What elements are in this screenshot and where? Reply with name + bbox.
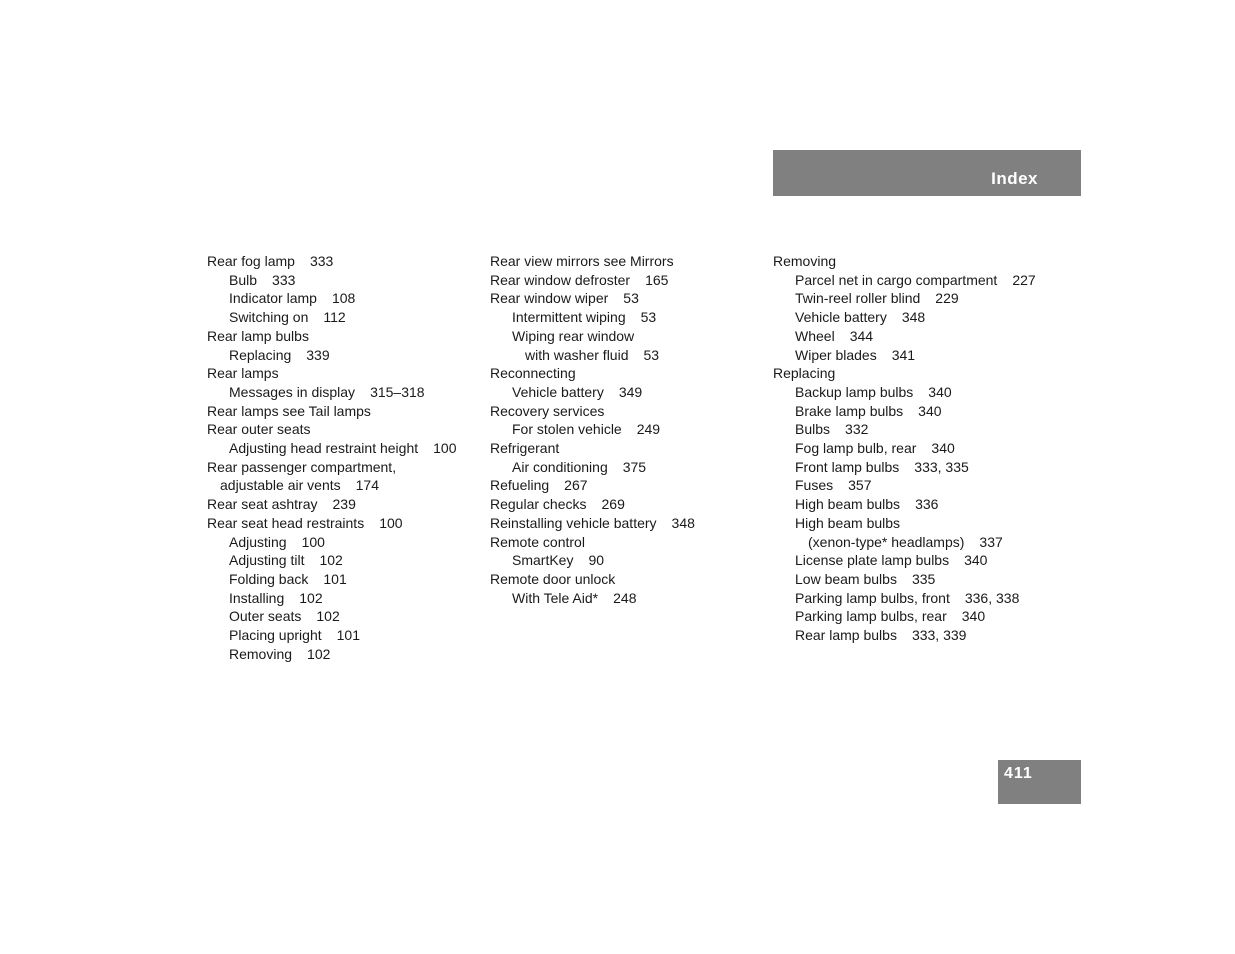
index-page-ref: 267 bbox=[564, 477, 588, 494]
index-term: Wiper blades bbox=[795, 346, 877, 363]
index-term: Rear seat ashtray bbox=[207, 496, 318, 513]
index-term: Twin-reel roller blind bbox=[795, 290, 921, 307]
index-page-ref: 53 bbox=[623, 290, 639, 307]
index-page-ref: 332 bbox=[845, 421, 869, 438]
index-entry bbox=[207, 439, 477, 458]
index-term: Adjusting bbox=[229, 533, 287, 550]
index-page-ref: 249 bbox=[636, 421, 661, 438]
index-entry bbox=[490, 308, 760, 327]
index-page-ref: 227 bbox=[1012, 271, 1036, 288]
index-term: Removing bbox=[773, 253, 837, 269]
index-term: Replacing bbox=[773, 365, 836, 382]
index-entry bbox=[773, 346, 1063, 365]
index-term: Rear lamps see Tail lamps bbox=[207, 402, 371, 419]
index-page-ref: 108 bbox=[331, 290, 356, 307]
index-entry bbox=[773, 570, 1063, 589]
index-term: Indicator lamp bbox=[229, 290, 317, 307]
index-term: Regular checks bbox=[490, 496, 587, 513]
index-term: Wheel bbox=[795, 327, 835, 344]
index-page-ref: 101 bbox=[323, 570, 347, 587]
index-page-ref: 239 bbox=[332, 496, 356, 513]
index-term: Rear outer seats bbox=[207, 421, 311, 438]
index-page-ref: 229 bbox=[935, 290, 959, 307]
index-entry bbox=[773, 514, 1063, 533]
index-entry bbox=[207, 346, 477, 365]
index-page-ref: 335 bbox=[911, 570, 936, 587]
index-term: Rear lamps bbox=[207, 365, 279, 382]
index-term: Backup lamp bulbs bbox=[795, 383, 914, 400]
index-term: Adjusting tilt bbox=[229, 552, 305, 569]
index-column-2 bbox=[490, 252, 760, 607]
index-entry bbox=[490, 402, 760, 421]
index-entry bbox=[490, 476, 760, 495]
index-page-ref: 53 bbox=[640, 309, 657, 326]
index-term: Placing upright bbox=[229, 627, 322, 644]
index-page-ref: 333 bbox=[272, 271, 296, 288]
index-entry bbox=[490, 346, 760, 365]
index-entry bbox=[490, 252, 760, 271]
index-term: Switching on bbox=[229, 309, 309, 326]
index-entry bbox=[207, 420, 477, 439]
index-entry bbox=[207, 533, 477, 552]
index-term: Adjusting head restraint height bbox=[229, 440, 419, 457]
index-term: Rear passenger compartment, bbox=[207, 458, 397, 475]
index-page-ref: 248 bbox=[613, 589, 637, 606]
index-page-ref: 174 bbox=[355, 477, 379, 494]
index-term: SmartKey bbox=[512, 552, 574, 569]
index-term: Rear view mirrors see Mirrors bbox=[490, 253, 674, 269]
index-page-ref: 100 bbox=[301, 533, 325, 550]
page-title: Index bbox=[991, 169, 1038, 188]
index-page-ref: 333, 335 bbox=[914, 458, 969, 475]
index-entry bbox=[773, 458, 1063, 477]
index-term: Refrigerant bbox=[490, 440, 560, 457]
index-entry bbox=[773, 533, 1063, 552]
index-entry bbox=[490, 271, 760, 290]
index-term: Folding back bbox=[229, 570, 309, 587]
index-term: Remote control bbox=[490, 533, 585, 550]
index-term: (xenon-type* headlamps) bbox=[808, 533, 965, 550]
page-number: 411 bbox=[1004, 765, 1033, 782]
index-entry bbox=[207, 626, 477, 645]
index-term: Vehicle battery bbox=[795, 309, 887, 326]
index-term: Remote door unlock bbox=[490, 570, 616, 587]
index-term: Replacing bbox=[229, 346, 292, 363]
index-column-1 bbox=[207, 252, 477, 663]
index-entry bbox=[773, 551, 1063, 570]
index-page-ref: 102 bbox=[307, 645, 331, 662]
index-term: Low beam bulbs bbox=[795, 570, 897, 587]
index-page-ref: 340 bbox=[918, 402, 942, 419]
index-entry bbox=[490, 420, 760, 439]
index-term: Rear seat head restraints bbox=[207, 514, 365, 531]
index-page-ref: 315–318 bbox=[370, 383, 425, 400]
index-entry bbox=[207, 476, 477, 495]
index-term: Fuses bbox=[795, 477, 834, 494]
index-page-ref: 339 bbox=[306, 346, 330, 363]
index-page-ref: 102 bbox=[319, 552, 343, 569]
index-term: Air conditioning bbox=[512, 458, 608, 475]
index-entry bbox=[773, 364, 1063, 383]
index-entry bbox=[490, 439, 760, 458]
index-page-ref: 336 bbox=[915, 496, 939, 513]
index-entry bbox=[773, 289, 1063, 308]
index-term: Vehicle battery bbox=[512, 383, 604, 400]
index-entry bbox=[773, 308, 1063, 327]
index-entry bbox=[490, 514, 760, 533]
index-entry bbox=[773, 420, 1063, 439]
index-entry bbox=[207, 589, 477, 608]
index-entry bbox=[490, 533, 760, 552]
index-term: For stolen vehicle bbox=[512, 421, 622, 438]
page-number-box bbox=[998, 760, 1081, 804]
index-page-ref: 340 bbox=[928, 383, 952, 400]
index-term: Removing bbox=[229, 645, 293, 662]
index-entry bbox=[490, 458, 760, 477]
index-page-ref: 90 bbox=[588, 552, 605, 569]
index-entry bbox=[207, 271, 477, 290]
index-entry bbox=[207, 308, 477, 327]
index-term: adjustable air vents bbox=[220, 477, 341, 494]
index-entry bbox=[207, 289, 477, 308]
index-entry bbox=[490, 495, 760, 514]
index-page-ref: 53 bbox=[643, 346, 660, 363]
index-page-ref: 101 bbox=[336, 627, 360, 644]
index-term: Reinstalling vehicle battery bbox=[490, 514, 657, 531]
index-entry bbox=[207, 252, 477, 271]
index-term: Outer seats bbox=[229, 608, 302, 625]
index-page-ref: 348 bbox=[671, 514, 695, 531]
index-page-ref: 333 bbox=[309, 253, 334, 269]
index-entry bbox=[490, 589, 760, 608]
index-entry bbox=[773, 495, 1063, 514]
index-term: Parking lamp bulbs, front bbox=[795, 589, 950, 606]
index-page-ref: 348 bbox=[901, 309, 926, 326]
index-entry bbox=[207, 570, 477, 589]
index-entry bbox=[773, 252, 1063, 271]
index-term: Brake lamp bulbs bbox=[795, 402, 904, 419]
index-entry bbox=[773, 327, 1063, 346]
index-page-ref: 102 bbox=[316, 608, 340, 625]
index-term: Messages in display bbox=[229, 383, 356, 400]
index-entry bbox=[773, 383, 1063, 402]
index-page-ref: 375 bbox=[622, 458, 647, 475]
index-page-ref: 340 bbox=[964, 552, 988, 569]
index-term: Rear window defroster bbox=[490, 271, 631, 288]
index-term: Bulb bbox=[229, 271, 258, 288]
index-page-ref: 357 bbox=[848, 477, 872, 494]
index-entry bbox=[490, 570, 760, 589]
index-entry bbox=[207, 402, 477, 421]
index-page-ref: 165 bbox=[645, 271, 669, 288]
index-entry bbox=[207, 551, 477, 570]
index-term: Installing bbox=[229, 589, 285, 606]
index-entry bbox=[773, 626, 1063, 645]
index-entry bbox=[773, 607, 1063, 626]
index-term: Recovery services bbox=[490, 402, 605, 419]
index-page-ref: 102 bbox=[299, 589, 323, 606]
index-page-ref: 340 bbox=[931, 440, 955, 457]
index-page-ref: 340 bbox=[961, 608, 986, 625]
index-term: License plate lamp bulbs bbox=[795, 552, 950, 569]
index-entry bbox=[207, 364, 477, 383]
index-entry bbox=[207, 645, 477, 664]
index-entry bbox=[207, 495, 477, 514]
index-entry bbox=[207, 327, 477, 346]
index-entry bbox=[773, 271, 1063, 290]
index-page-ref: 269 bbox=[601, 496, 625, 513]
index-term: Fog lamp bulb, rear bbox=[795, 440, 917, 457]
index-entry bbox=[773, 589, 1063, 608]
index-page-ref: 333, 339 bbox=[911, 627, 967, 644]
index-entry bbox=[490, 327, 760, 346]
index-entry bbox=[490, 551, 760, 570]
index-term: Rear lamp bulbs bbox=[207, 327, 309, 344]
index-term: Intermittent wiping bbox=[512, 309, 626, 326]
index-term: Front lamp bulbs bbox=[795, 458, 900, 475]
index-term: Parcel net in cargo compartment bbox=[795, 271, 998, 288]
index-entry bbox=[490, 383, 760, 402]
index-entry bbox=[207, 383, 477, 402]
index-term: Reconnecting bbox=[490, 365, 576, 382]
index-page-ref: 349 bbox=[618, 383, 643, 400]
index-page-ref: 112 bbox=[323, 309, 346, 326]
index-term: High beam bulbs bbox=[795, 514, 901, 531]
index-entry bbox=[773, 402, 1063, 421]
index-entry bbox=[773, 439, 1063, 458]
index-entry bbox=[490, 289, 760, 308]
index-entry bbox=[207, 458, 477, 477]
index-entry bbox=[490, 364, 760, 383]
index-term: Rear window wiper bbox=[490, 290, 609, 307]
index-term: with washer fluid bbox=[525, 346, 629, 363]
index-term: Refueling bbox=[490, 477, 550, 494]
index-page-ref: 100 bbox=[433, 440, 457, 457]
index-term: Wiping rear window bbox=[512, 327, 635, 344]
index-page-ref: 100 bbox=[379, 514, 403, 531]
index-entry bbox=[773, 476, 1063, 495]
index-entry bbox=[207, 514, 477, 533]
index-term: Rear lamp bulbs bbox=[795, 627, 897, 644]
index-page-ref: 341 bbox=[891, 346, 916, 363]
index-column-3 bbox=[773, 252, 1063, 645]
index-term: High beam bulbs bbox=[795, 496, 901, 513]
index-page-ref: 336, 338 bbox=[964, 589, 1020, 606]
index-page-ref: 344 bbox=[849, 327, 874, 344]
index-term: Parking lamp bulbs, rear bbox=[795, 608, 947, 625]
index-entry bbox=[207, 607, 477, 626]
index-term: Rear fog lamp bbox=[207, 253, 295, 269]
index-page-ref: 337 bbox=[979, 533, 1003, 550]
index-header-bar bbox=[773, 150, 1081, 196]
index-term: Bulbs bbox=[795, 421, 831, 438]
index-term: With Tele Aid* bbox=[512, 589, 599, 606]
